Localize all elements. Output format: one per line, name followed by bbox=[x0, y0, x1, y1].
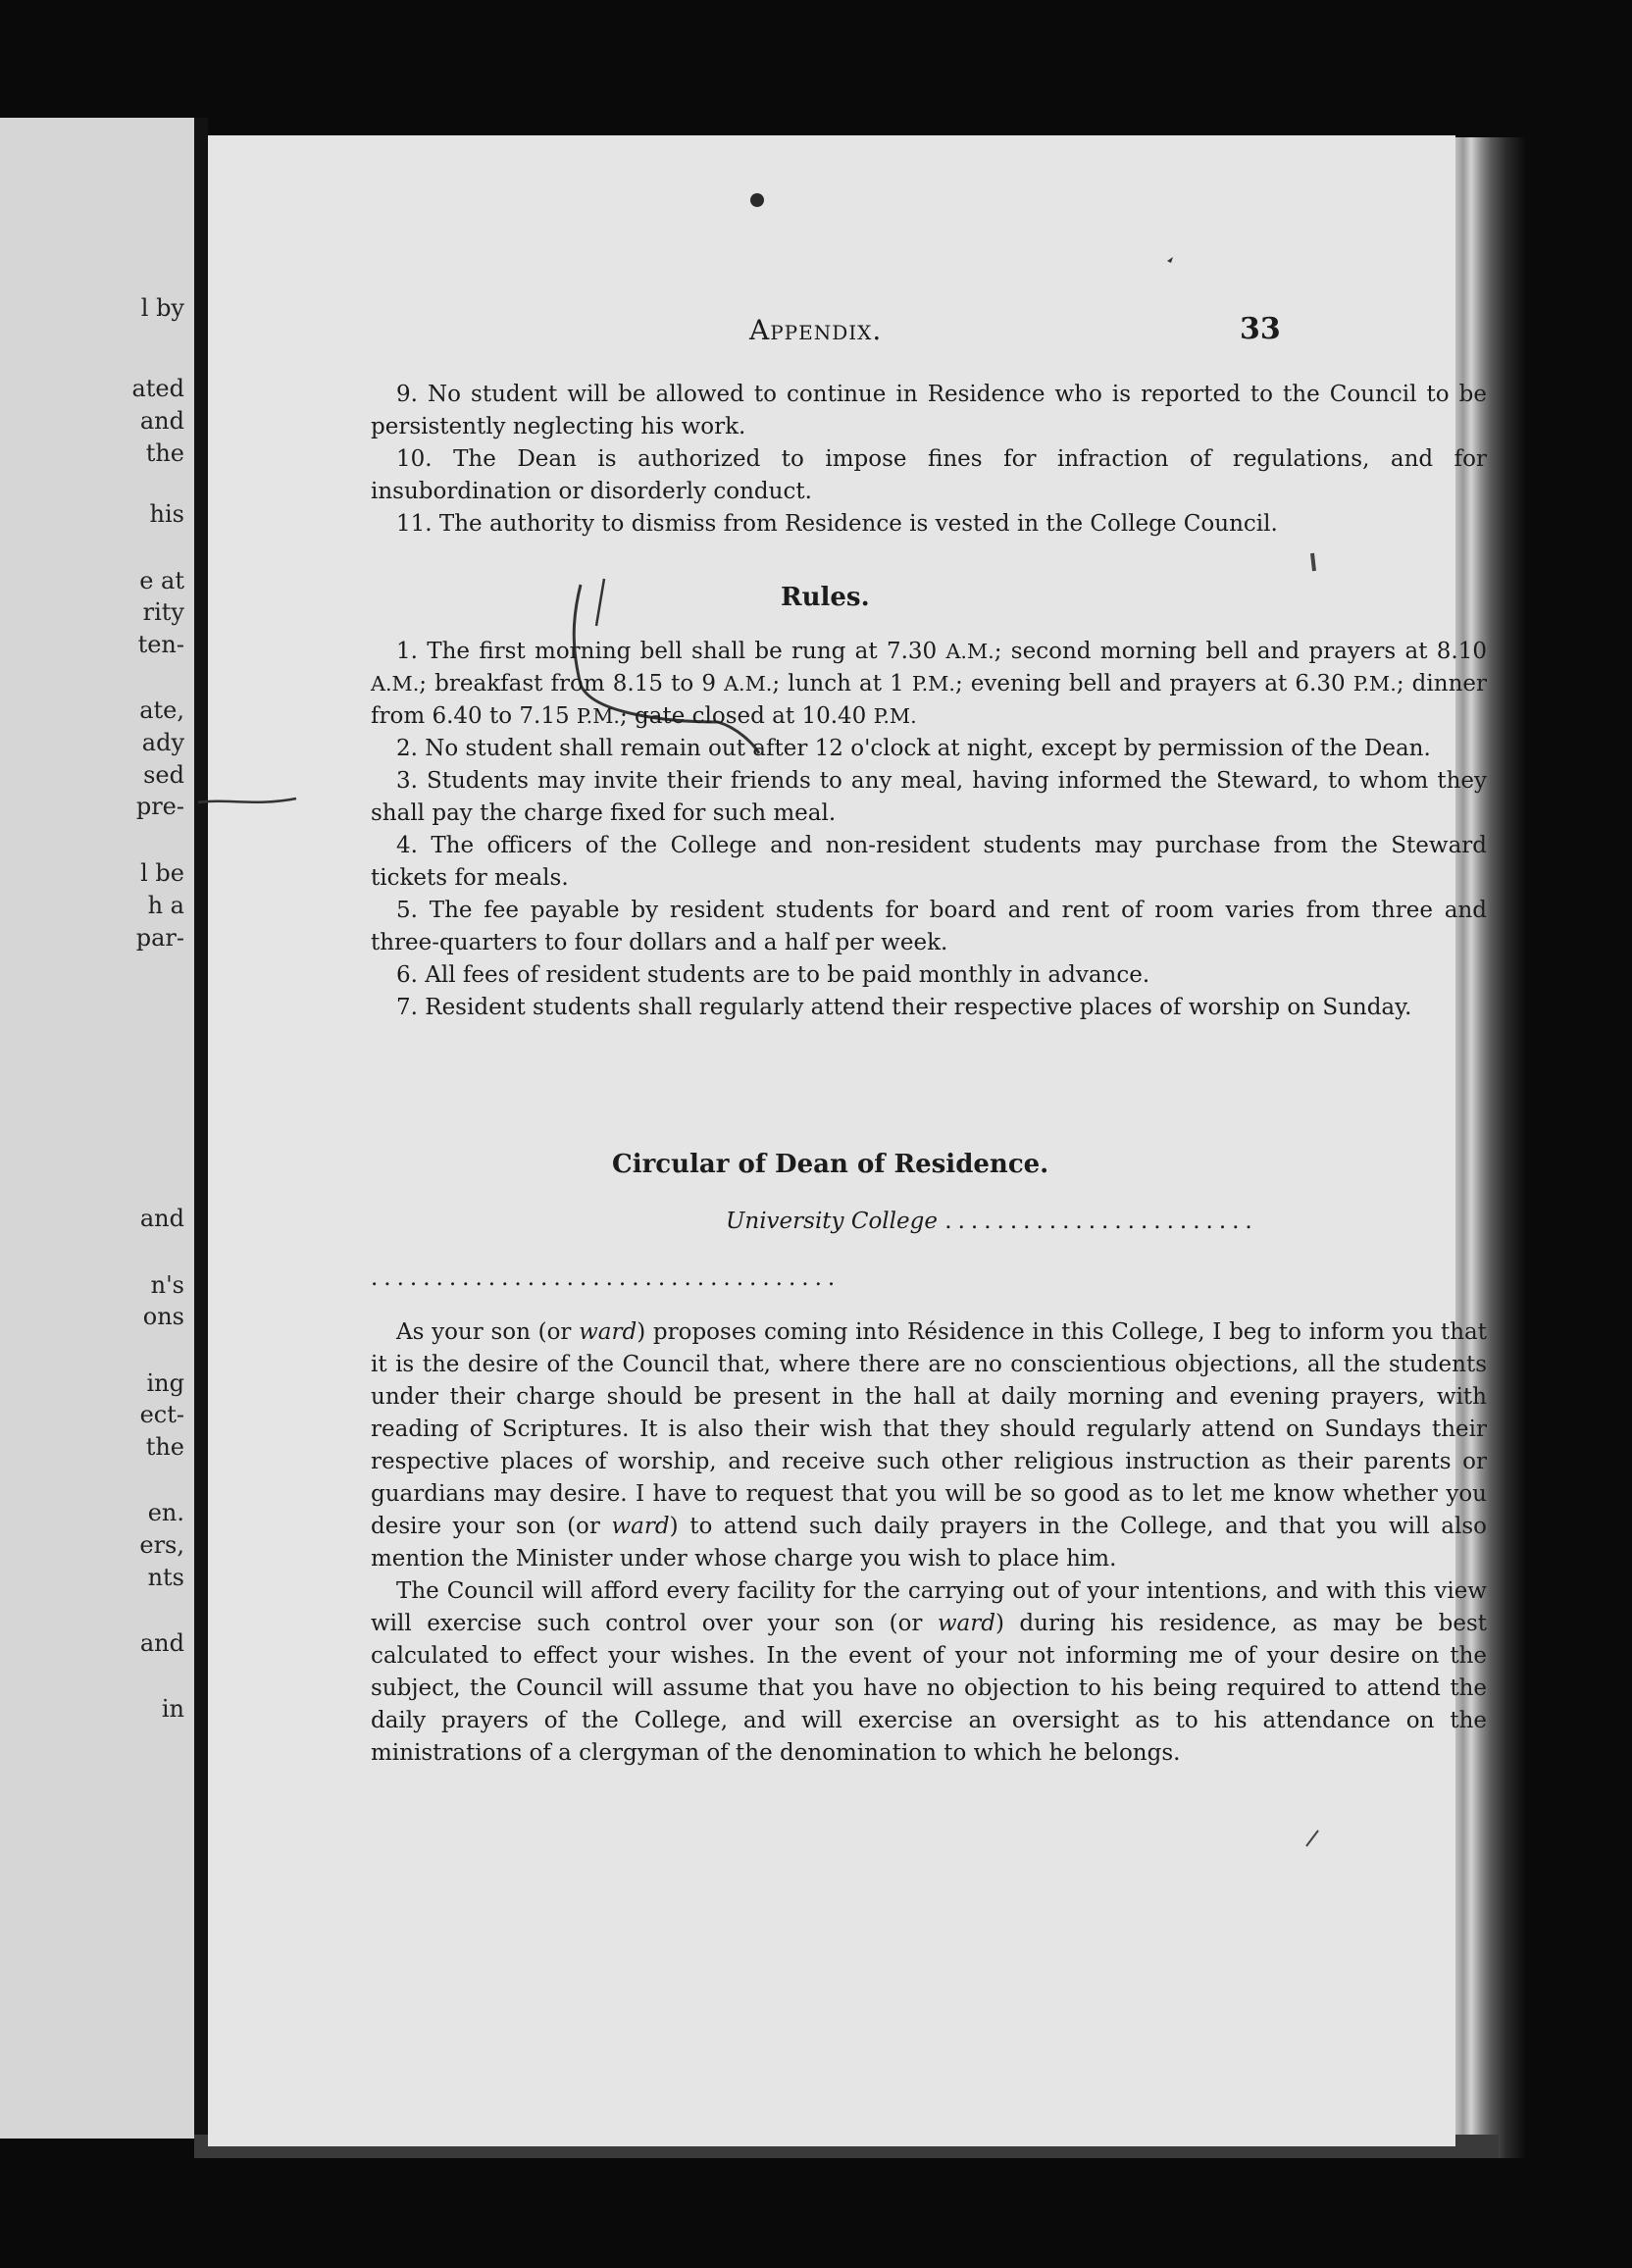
facing-page-fragment: ady bbox=[141, 729, 184, 756]
pencil-stroke bbox=[198, 799, 296, 802]
regulations-list bbox=[371, 379, 1487, 541]
regulation-item: 9. No student will be allowed to continue in Residence who is reported to the Council to be persistently neglecting his work. bbox=[371, 382, 1487, 439]
facing-page-fragment: the bbox=[145, 439, 184, 467]
facing-page-fragment: nts bbox=[147, 1564, 184, 1591]
facing-page-fragment: and bbox=[139, 1629, 184, 1657]
salutation-dots: .................................... bbox=[371, 1265, 842, 1291]
ink-speck bbox=[750, 193, 764, 207]
facing-page-fragment: sed bbox=[143, 761, 184, 789]
rule-item: 7. Resident students shall regularly attend their respective places of worship on Sunday. bbox=[396, 995, 1412, 1020]
salutation-line bbox=[371, 1265, 841, 1291]
rule-item: 5. The fee payable by resident students for board and rent of room varies from three and three-quarters to four dollars and a half per week. bbox=[371, 898, 1487, 955]
facing-page-fragment: ten- bbox=[137, 631, 184, 658]
facing-page-fragment: l by bbox=[140, 294, 184, 322]
rule-item: 6. All fees of resident students are to be paid monthly in advance. bbox=[396, 962, 1150, 988]
facing-page-fragment: l be bbox=[140, 859, 184, 887]
facing-page-fragment: in bbox=[161, 1695, 184, 1723]
rules-heading: Rules. bbox=[781, 583, 870, 612]
circular-paragraph: As your son (or ward) proposes coming into Résidence in this College, I beg to inform you that it is the desire of the Council that, where there are no conscientious objections, all the students under their charge should be present in the hall at daily morning and evening prayers, with reading of Scriptures. It is also their wish that they should regularly attend on Sundays their respective places of worship, and receive such other religious instruction as their parents or guardians may desire. I have to request that you will be so good as to let me know whether you desire your son (or ward) to attend such daily prayers in the College, and that you will also mention the Minister under whose charge you wish to place him. bbox=[371, 1319, 1487, 1572]
facing-page-fragment: the bbox=[145, 1433, 184, 1461]
running-head: Appendix. bbox=[749, 314, 883, 346]
facing-page-fragment: ate, bbox=[139, 696, 184, 724]
circular-paragraph: The Council will afford every facility for the carrying out of your intentions, and with this view will exercise such control over your son (or ward) during his residence, as may be best calculated to effect your wishes. In the event of your not informing me of your desire on the subject, the Council will assume that you have no objection to his being required to attend the daily prayers of the College, and will exercise an oversight as to his attendance on the ministrations of a clergyman of the denomination to which he belongs. bbox=[371, 1578, 1487, 1766]
rule-item: 2. No student shall remain out after 12 o'clock at night, except by permission of the Dean. bbox=[396, 736, 1431, 761]
facing-page-fragment: his bbox=[149, 500, 184, 528]
ink-speck bbox=[1312, 553, 1314, 571]
ink-speck bbox=[1167, 257, 1173, 263]
facing-page-fragment: ers, bbox=[139, 1531, 184, 1559]
facing-page-fragment: pre- bbox=[135, 793, 184, 820]
pencil-stroke bbox=[1306, 1830, 1318, 1846]
rule-item: 4. The officers of the College and non-resident students may purchase from the Steward tickets for meals. bbox=[371, 833, 1487, 891]
rule-item: 1. The first morning bell shall be rung at 7.30 A.M.; second morning bell and prayers at 8.10 A.M.; breakfast from 8.15 to 9 A.M.; lunch at 1 P.M.; evening bell and prayers at 6.30 P.M.; dinner from 6.40 to 7.15 P.M.; gate closed at 10.40 P.M. bbox=[371, 639, 1487, 729]
facing-page-fragment: rity bbox=[142, 598, 184, 626]
facing-page-fragment: ing bbox=[146, 1369, 184, 1397]
circular-heading: Circular of Dean of Residence. bbox=[612, 1150, 1049, 1179]
facing-page-fragment: h a bbox=[147, 892, 184, 919]
rules-list bbox=[371, 636, 1487, 1024]
facing-page-fragment: en. bbox=[147, 1499, 184, 1526]
circular-place-line bbox=[726, 1209, 1258, 1234]
facing-page-fragment: par- bbox=[135, 924, 184, 952]
page-number: 33 bbox=[1240, 312, 1281, 346]
place-dots: ........................ bbox=[944, 1209, 1258, 1234]
facing-page-fragment: and bbox=[139, 407, 184, 435]
circular-place: University College bbox=[726, 1209, 938, 1234]
facing-page-fragment: ons bbox=[142, 1303, 184, 1330]
facing-page-fragment: n's bbox=[150, 1271, 184, 1299]
regulation-item: 10. The Dean is authorized to impose fines for infraction of regulations, and for insubordination or disorderly conduct. bbox=[371, 446, 1487, 504]
book-gutter bbox=[194, 118, 208, 2139]
book-page bbox=[208, 135, 1487, 2146]
circular-body bbox=[371, 1316, 1487, 1770]
facing-page bbox=[0, 118, 194, 2139]
facing-page-fragment: ated bbox=[131, 375, 184, 402]
facing-page-fragment: ect- bbox=[139, 1401, 184, 1428]
pencil-stroke bbox=[596, 579, 604, 626]
facing-page-fragment: e at bbox=[139, 567, 184, 594]
facing-page-fragment: and bbox=[139, 1205, 184, 1232]
rule-item: 3. Students may invite their friends to any meal, having informed the Steward, to whom they shall pay the charge fixed for such meal. bbox=[371, 768, 1487, 826]
regulation-item: 11. The authority to dismiss from Residence is vested in the College Council. bbox=[396, 511, 1278, 537]
